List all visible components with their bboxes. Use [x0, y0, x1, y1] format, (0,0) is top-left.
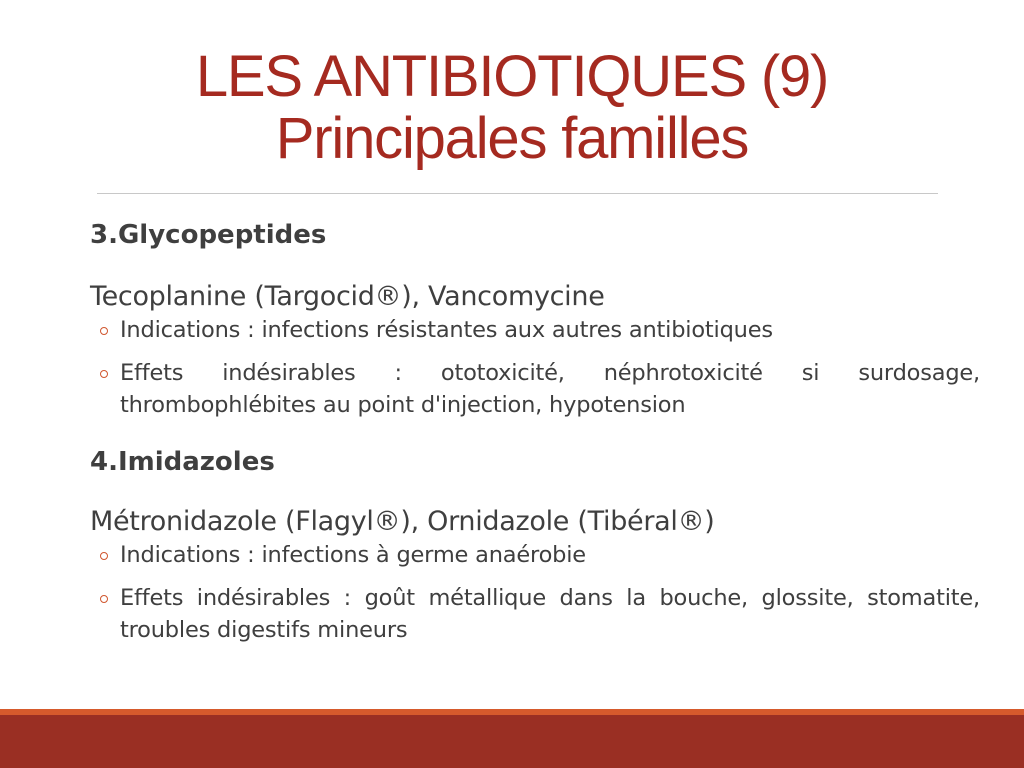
bullet-circle-icon [100, 595, 108, 603]
section-drugs: Tecoplanine (Targocid®), Vancomycine [90, 281, 605, 312]
bullet-text: Effets indésirables : ototoxicité, néphrotoxicité si surdosage, thrombophlébites au point d'injection, hypotension [120, 360, 980, 418]
section-glycopeptides [90, 218, 980, 421]
footer-band [0, 715, 1024, 768]
list-item [90, 582, 980, 646]
list-item [90, 357, 980, 421]
list-item [90, 539, 980, 571]
section-heading: 4.Imidazoles [90, 447, 275, 477]
bullet-text: Indications : infections à germe anaérobie [120, 542, 586, 568]
section-heading: 3.Glycopeptides [90, 220, 327, 250]
bullet-list [90, 539, 980, 646]
bullet-list [90, 314, 980, 421]
bullet-circle-icon [100, 370, 108, 378]
section-drugs: Métronidazole (Flagyl®), Ornidazole (Tibéral®) [90, 506, 715, 537]
bullet-circle-icon [100, 327, 108, 335]
title-divider [97, 193, 938, 194]
bullet-text: Effets indésirables : goût métallique dans la bouche, glossite, stomatite, troubles digestifs mineurs [120, 585, 980, 643]
title-line-1: LES ANTIBIOTIQUES (9) [195, 44, 829, 109]
section-imidazoles [90, 445, 980, 646]
slide-content [90, 212, 980, 646]
bullet-circle-icon [100, 552, 108, 560]
slide-title [100, 46, 924, 170]
title-line-2: Principales familles [275, 106, 749, 171]
bullet-text: Indications : infections résistantes aux autres antibiotiques [120, 317, 773, 343]
list-item [90, 314, 980, 346]
